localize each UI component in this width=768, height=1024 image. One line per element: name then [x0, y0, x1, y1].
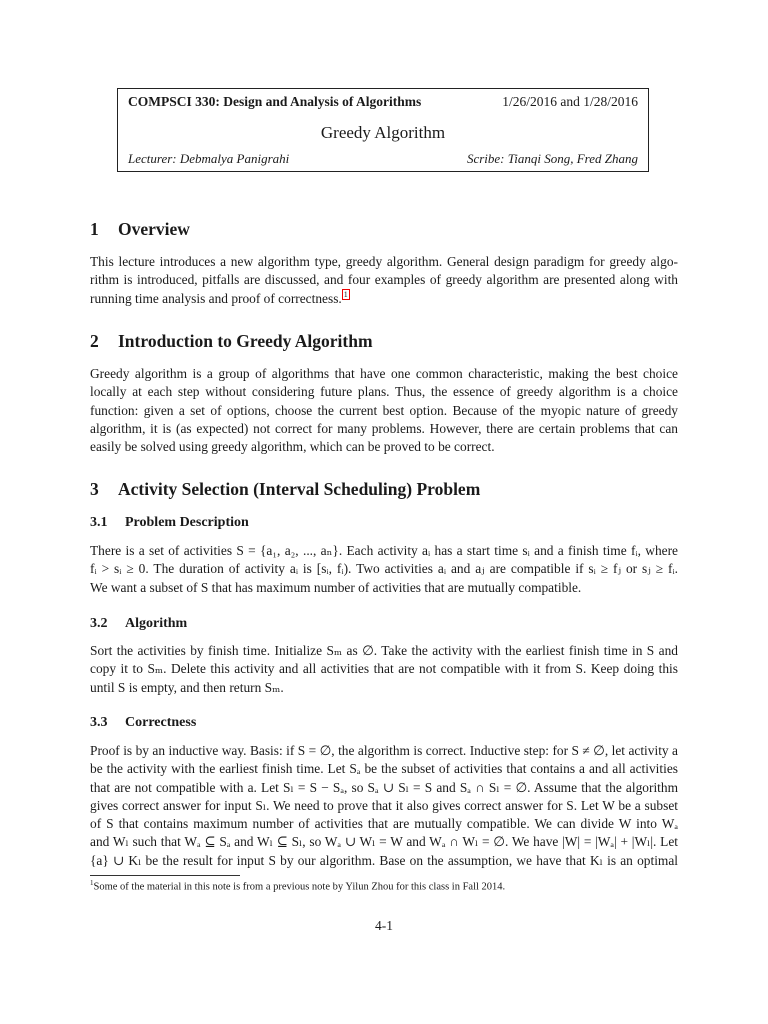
paragraph-line: easily be solved using greedy algorithm, which can be proved to be correct. [90, 439, 495, 455]
paragraph-line: {a} ∪ Kₗ be the result for input S by our algorithm. Base on the assumption, we have that Kₗ is an optimal [90, 852, 678, 868]
section-2-heading: 2 Introduction to Greedy Algorithm [90, 331, 373, 351]
paragraph-line: until S is empty, and then return Sₘ. [90, 679, 284, 695]
paragraph-line: rithm is introduced, pitfalls are discussed, and four examples of greedy algorithm are presented along with [90, 272, 678, 288]
section-1-paragraph [90, 253, 678, 308]
section-3-heading: 3 Activity Selection (Interval Scheduling) Problem [90, 479, 481, 499]
subsection-3-1-heading: 3.1 Problem Description [90, 515, 249, 530]
paragraph-line: We want a subset of S that has maximum number of activities that are mutually compatible. [90, 579, 582, 595]
footnote-reference[interactable]: 1 [343, 290, 348, 300]
paragraph-line: There is a set of activities S = {a₁, a₂, ..., aₙ}. Each activity aᵢ has a start time sᵢ and a finish time fᵢ, where [90, 543, 678, 558]
subsection-3-1-paragraph [90, 542, 678, 597]
paragraph-line: locally at each step without considering future plans. Thus, the essence of greedy algorithm is a choice [90, 384, 678, 400]
footnote [90, 879, 505, 893]
paragraph-line: Sort the activities by finish time. Initialize Sₘ as ∅. Take the activity with the earliest finish time in S and [90, 643, 678, 658]
paragraph-line: gives correct answer for input Sₗ. We need to prove that it also gives correct answer for S. Let W be a subset [90, 797, 678, 813]
paragraph-line: This lecture introduces a new algorithm type, greedy algorithm. General design paradigm for greedy algo- [90, 254, 678, 269]
course-title: COMPSCI 330: Design and Analysis of Algorithms [128, 94, 422, 109]
lecturer-name: Lecturer: Debmalya Panigrahi [128, 151, 290, 166]
subsection-3-3-heading: 3.3 Correctness [90, 715, 197, 730]
footnote-mark: 1 [90, 879, 94, 887]
paragraph-line: copy it to Sₘ. Delete this activity and all activities that are not compatible with it from S. Keep doing this [90, 661, 678, 677]
section-2-paragraph [90, 365, 678, 456]
paragraph-line: Greedy algorithm is a group of algorithms that have one common characteristic, making the best choice [90, 366, 678, 381]
paragraph-line: that are not compatible with a. Let Sₗ = S − Sₐ, so Sₐ ∪ Sₗ = S and Sₐ ∩ Sₗ = ∅. Assume that the algorithm [90, 779, 678, 795]
paragraph-line: function: given a set of options, choose the current best option. Because of the myopic nature of greedy [90, 402, 678, 418]
paragraph-line: algorithm, it is (as expected) not correct for many problems. However, there are certain problems that can [90, 420, 678, 436]
subsection-3-2-heading: 3.2 Algorithm [90, 616, 188, 631]
paragraph-line: of S that contains maximum number of activities that are mutually compatible. We can divide W into Wₐ [90, 816, 678, 832]
paragraph-line: Proof is by an inductive way. Basis: if S = ∅, the algorithm is correct. Inductive step: for S ≠ ∅, let activity a [90, 743, 678, 758]
section-1-heading: 1 Overview [90, 219, 190, 239]
paragraph-line: fᵢ > sᵢ ≥ 0. The duration of activity aᵢ is [sᵢ, fᵢ). Two activities aᵢ and aⱼ are compatible if sᵢ ≥ fⱼ or sⱼ ≥ fᵢ. [90, 561, 678, 577]
paragraph-line: running time analysis and proof of correctness. [90, 290, 342, 306]
lecture-dates: 1/26/2016 and 1/28/2016 [502, 94, 638, 109]
paragraph-line: and Wₗ such that Wₐ ⊆ Sₐ and Wₗ ⊆ Sₗ, so Wₐ ∪ Wₗ = W and Wₐ ∩ Wₗ = ∅. We have |W| = |Wₐ| + |Wₗ|. Let [90, 834, 678, 850]
lecture-topic: Greedy Algorithm [320, 123, 446, 142]
subsection-3-2-paragraph [90, 642, 678, 697]
subsection-3-3-paragraph [90, 742, 678, 870]
page-number: 4-1 [375, 918, 393, 933]
lecture-header-box [117, 88, 649, 172]
scribe-names: Scribe: Tianqi Song, Fred Zhang [466, 151, 638, 166]
paragraph-line: be the activity with the earliest finish time. Let Sₐ be the subset of activities that contains a and all activities [90, 761, 678, 777]
footnote-divider [90, 875, 240, 876]
footnote-text: Some of the material in this note is from a previous note by Yilun Zhou for this class in Fall 2014. [93, 881, 506, 893]
